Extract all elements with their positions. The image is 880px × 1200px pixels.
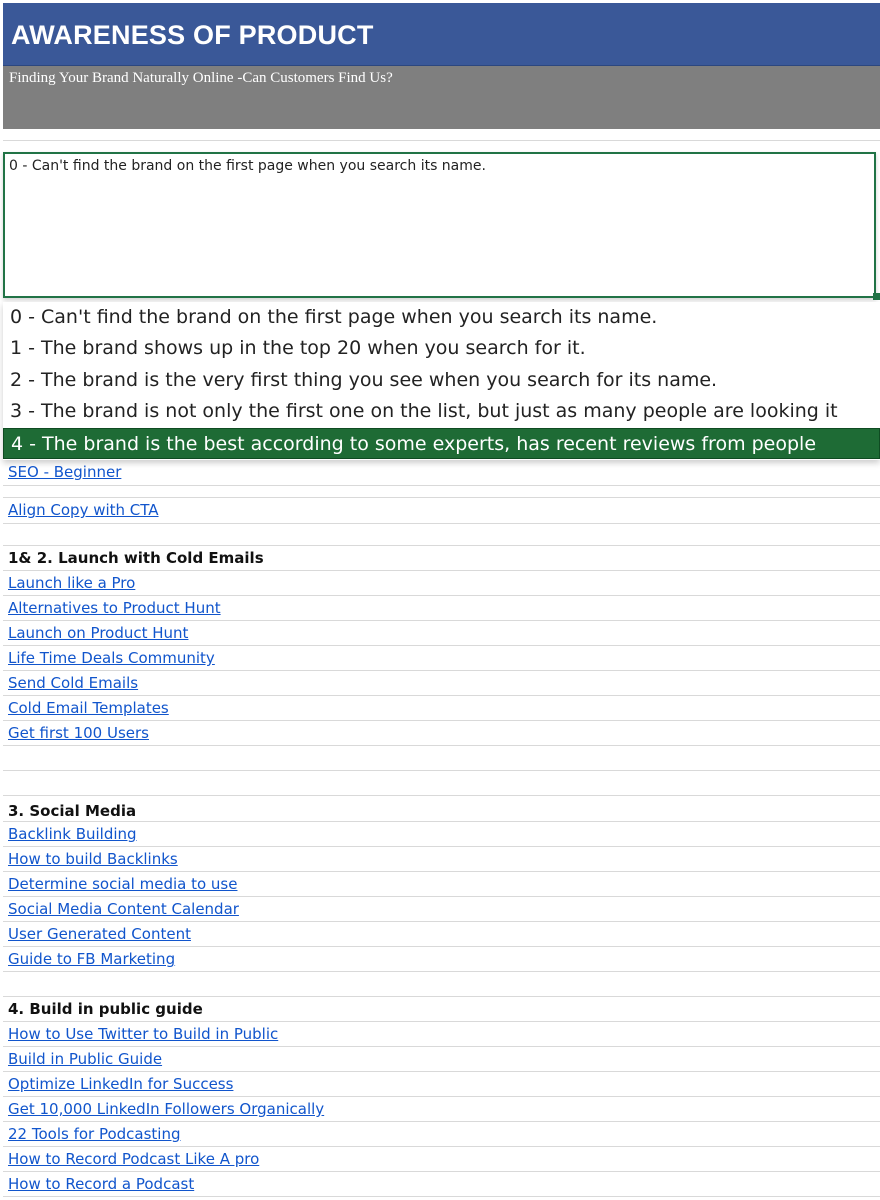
sheet-row[interactable] (3, 721, 880, 746)
sheet-row[interactable] (3, 571, 880, 596)
sheet-row[interactable] (3, 947, 880, 972)
link-cold-email-templates[interactable]: Cold Email Templates (8, 699, 169, 717)
sheet-row[interactable] (3, 997, 880, 1022)
sheet-row[interactable] (3, 524, 880, 546)
sheet-row[interactable] (3, 1122, 880, 1147)
sheet-title-band[interactable] (3, 3, 880, 66)
link-lifetime-deals[interactable]: Life Time Deals Community (8, 649, 215, 667)
sheet-row[interactable] (3, 796, 880, 822)
sheet-row[interactable] (3, 696, 880, 721)
fill-handle[interactable] (873, 293, 880, 300)
section-heading-social: 3. Social Media (8, 802, 137, 820)
section-heading-launch: 1& 2. Launch with Cold Emails (8, 549, 264, 567)
validation-dropdown-list[interactable] (3, 302, 880, 460)
link-seo-beginner[interactable]: SEO - Beginner (8, 463, 122, 481)
sheet-row[interactable] (3, 972, 880, 997)
link-build-public-guide[interactable]: Build in Public Guide (8, 1050, 163, 1068)
sheet-row[interactable] (3, 1047, 880, 1072)
sheet-row[interactable] (3, 460, 880, 486)
link-twitter-build-public[interactable]: How to Use Twitter to Build in Public (8, 1025, 279, 1043)
sheet-title: AWARENESS OF PRODUCT (11, 20, 374, 50)
link-backlink-building[interactable]: Backlink Building (8, 825, 137, 843)
sheet-row[interactable] (3, 847, 880, 872)
sheet-row[interactable] (3, 771, 880, 796)
sheet-row[interactable] (3, 498, 880, 524)
sheet-row[interactable] (3, 822, 880, 847)
dropdown-option-1[interactable]: 1 - The brand shows up in the top 20 when you search for it. (10, 337, 586, 360)
dropdown-option-2[interactable]: 2 - The brand is the very first thing you see when you search for its name. (10, 368, 718, 391)
link-record-podcast[interactable]: How to Record a Podcast (8, 1175, 195, 1193)
sheet-row[interactable] (3, 872, 880, 897)
selected-cell-value: 0 - Can't find the brand on the first page when you search its name. (9, 158, 486, 174)
sheet-row[interactable] (3, 1172, 880, 1197)
dropdown-option-3[interactable]: 3 - The brand is not only the first one on the list, but just as many people are looking it (10, 400, 838, 423)
sheet-row[interactable] (3, 746, 880, 771)
sheet-row[interactable] (3, 922, 880, 947)
link-first-100-users[interactable]: Get first 100 Users (8, 724, 149, 742)
link-determine-social[interactable]: Determine social media to use (8, 875, 238, 893)
sheet-row[interactable] (3, 1072, 880, 1097)
link-optimize-linkedin[interactable]: Optimize LinkedIn for Success (8, 1075, 234, 1093)
sheet-row[interactable] (3, 546, 880, 571)
sheet-row[interactable] (3, 486, 880, 498)
link-content-calendar[interactable]: Social Media Content Calendar (8, 900, 239, 918)
sheet-row[interactable] (3, 671, 880, 696)
link-alternatives-product-hunt[interactable]: Alternatives to Product Hunt (8, 599, 221, 617)
link-align-copy[interactable]: Align Copy with CTA (8, 501, 159, 519)
grid-line (3, 140, 880, 141)
link-launch-like-pro[interactable]: Launch like a Pro (8, 574, 136, 592)
sheet-subtitle-band[interactable] (3, 66, 880, 129)
link-launch-product-hunt[interactable]: Launch on Product Hunt (8, 624, 189, 642)
link-build-backlinks[interactable]: How to build Backlinks (8, 850, 178, 868)
link-record-podcast-pro[interactable]: How to Record Podcast Like A pro (8, 1150, 260, 1168)
sheet-row[interactable] (3, 646, 880, 671)
dropdown-option-4-highlighted[interactable]: 4 - The brand is the best according to some experts, has recent reviews from people (3, 428, 880, 459)
sheet-subtitle: Finding Your Brand Naturally Online -Can Customers Find Us? (9, 70, 393, 86)
sheet-row[interactable] (3, 1147, 880, 1172)
link-ugc[interactable]: User Generated Content (8, 925, 191, 943)
link-send-cold-emails[interactable]: Send Cold Emails (8, 674, 139, 692)
sheet-row[interactable] (3, 1022, 880, 1047)
link-podcasting-tools[interactable]: 22 Tools for Podcasting (8, 1125, 181, 1143)
sheet-row[interactable] (3, 621, 880, 646)
selected-cell-editor[interactable] (3, 152, 876, 298)
sheet-row[interactable] (3, 596, 880, 621)
sheet-row[interactable] (3, 1097, 880, 1122)
dropdown-option-0[interactable]: 0 - Can't find the brand on the first page when you search its name. (10, 306, 658, 328)
link-fb-marketing[interactable]: Guide to FB Marketing (8, 950, 176, 968)
link-linkedin-followers[interactable]: Get 10,000 LinkedIn Followers Organically (8, 1100, 325, 1118)
section-heading-build-public: 4. Build in public guide (8, 1000, 203, 1018)
sheet-row[interactable] (3, 897, 880, 922)
